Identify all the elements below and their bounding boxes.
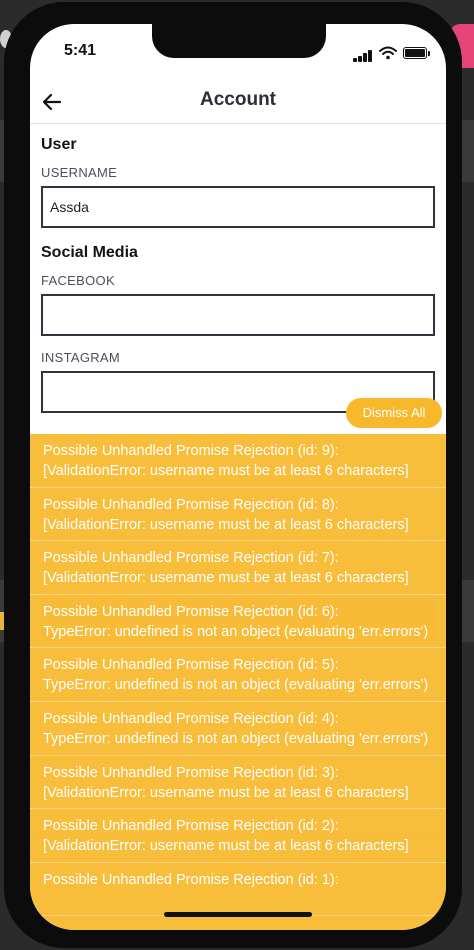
warning-title: Possible Unhandled Promise Rejection (id: 7): <box>43 550 339 567</box>
account-form <box>41 124 435 413</box>
warning-item[interactable] <box>30 595 446 649</box>
warning-item[interactable] <box>30 434 446 488</box>
dismiss-all-button[interactable]: Dismiss All <box>346 398 442 428</box>
warning-message: [ValidationError: username must be at least 6 characters] <box>43 784 409 801</box>
warning-item[interactable] <box>30 488 446 542</box>
warning-item[interactable] <box>30 541 446 595</box>
warning-title: Possible Unhandled Promise Rejection (id: 2): <box>43 818 339 835</box>
notch <box>152 24 326 58</box>
username-input[interactable] <box>41 186 435 228</box>
social-media-section-title: Social Media <box>41 244 138 261</box>
yellowbox-warning-list <box>30 434 446 930</box>
warning-item[interactable] <box>30 809 446 863</box>
instagram-label: INSTAGRAM <box>41 350 121 365</box>
warning-title: Possible Unhandled Promise Rejection (id: 3): <box>43 764 339 781</box>
battery-icon <box>403 47 427 59</box>
cellular-signal-icon <box>353 50 373 62</box>
home-indicator[interactable] <box>164 912 312 917</box>
warning-message: TypeError: undefined is not an object (evaluating 'err.errors') <box>43 730 429 747</box>
warning-message: TypeError: undefined is not an object (evaluating 'err.errors') <box>43 677 429 694</box>
page-title: Account <box>200 89 276 110</box>
warning-message: [ValidationError: username must be at least 6 characters] <box>43 516 409 533</box>
user-section-title: User <box>41 136 77 153</box>
nav-header <box>30 80 446 124</box>
warning-title: Possible Unhandled Promise Rejection (id: 4): <box>43 710 339 727</box>
facebook-label: FACEBOOK <box>41 273 115 288</box>
phone-screen <box>30 24 446 930</box>
warning-item[interactable] <box>30 863 446 917</box>
warning-item[interactable] <box>30 648 446 702</box>
warning-title: Possible Unhandled Promise Rejection (id: 6): <box>43 603 339 620</box>
warning-message: TypeError: undefined is not an object (evaluating 'err.errors') <box>43 623 429 640</box>
facebook-input[interactable] <box>41 294 435 336</box>
username-label: USERNAME <box>41 165 118 180</box>
warning-title: Possible Unhandled Promise Rejection (id: 5): <box>43 657 339 674</box>
wifi-icon <box>379 46 397 60</box>
phone-frame <box>4 2 462 948</box>
warning-item[interactable] <box>30 702 446 756</box>
warning-message: [ValidationError: username must be at least 6 characters] <box>43 838 409 855</box>
warning-message: [ValidationError: username must be at least 6 characters] <box>43 570 409 587</box>
warning-title: Possible Unhandled Promise Rejection (id: 1): <box>43 871 339 888</box>
status-time: 5:41 <box>64 42 97 59</box>
warning-title: Possible Unhandled Promise Rejection (id: 8): <box>43 496 339 513</box>
warning-item[interactable] <box>30 756 446 810</box>
warning-title: Possible Unhandled Promise Rejection (id: 9): <box>43 443 339 459</box>
warning-message: [ValidationError: username must be at least 6 characters] <box>43 463 409 479</box>
